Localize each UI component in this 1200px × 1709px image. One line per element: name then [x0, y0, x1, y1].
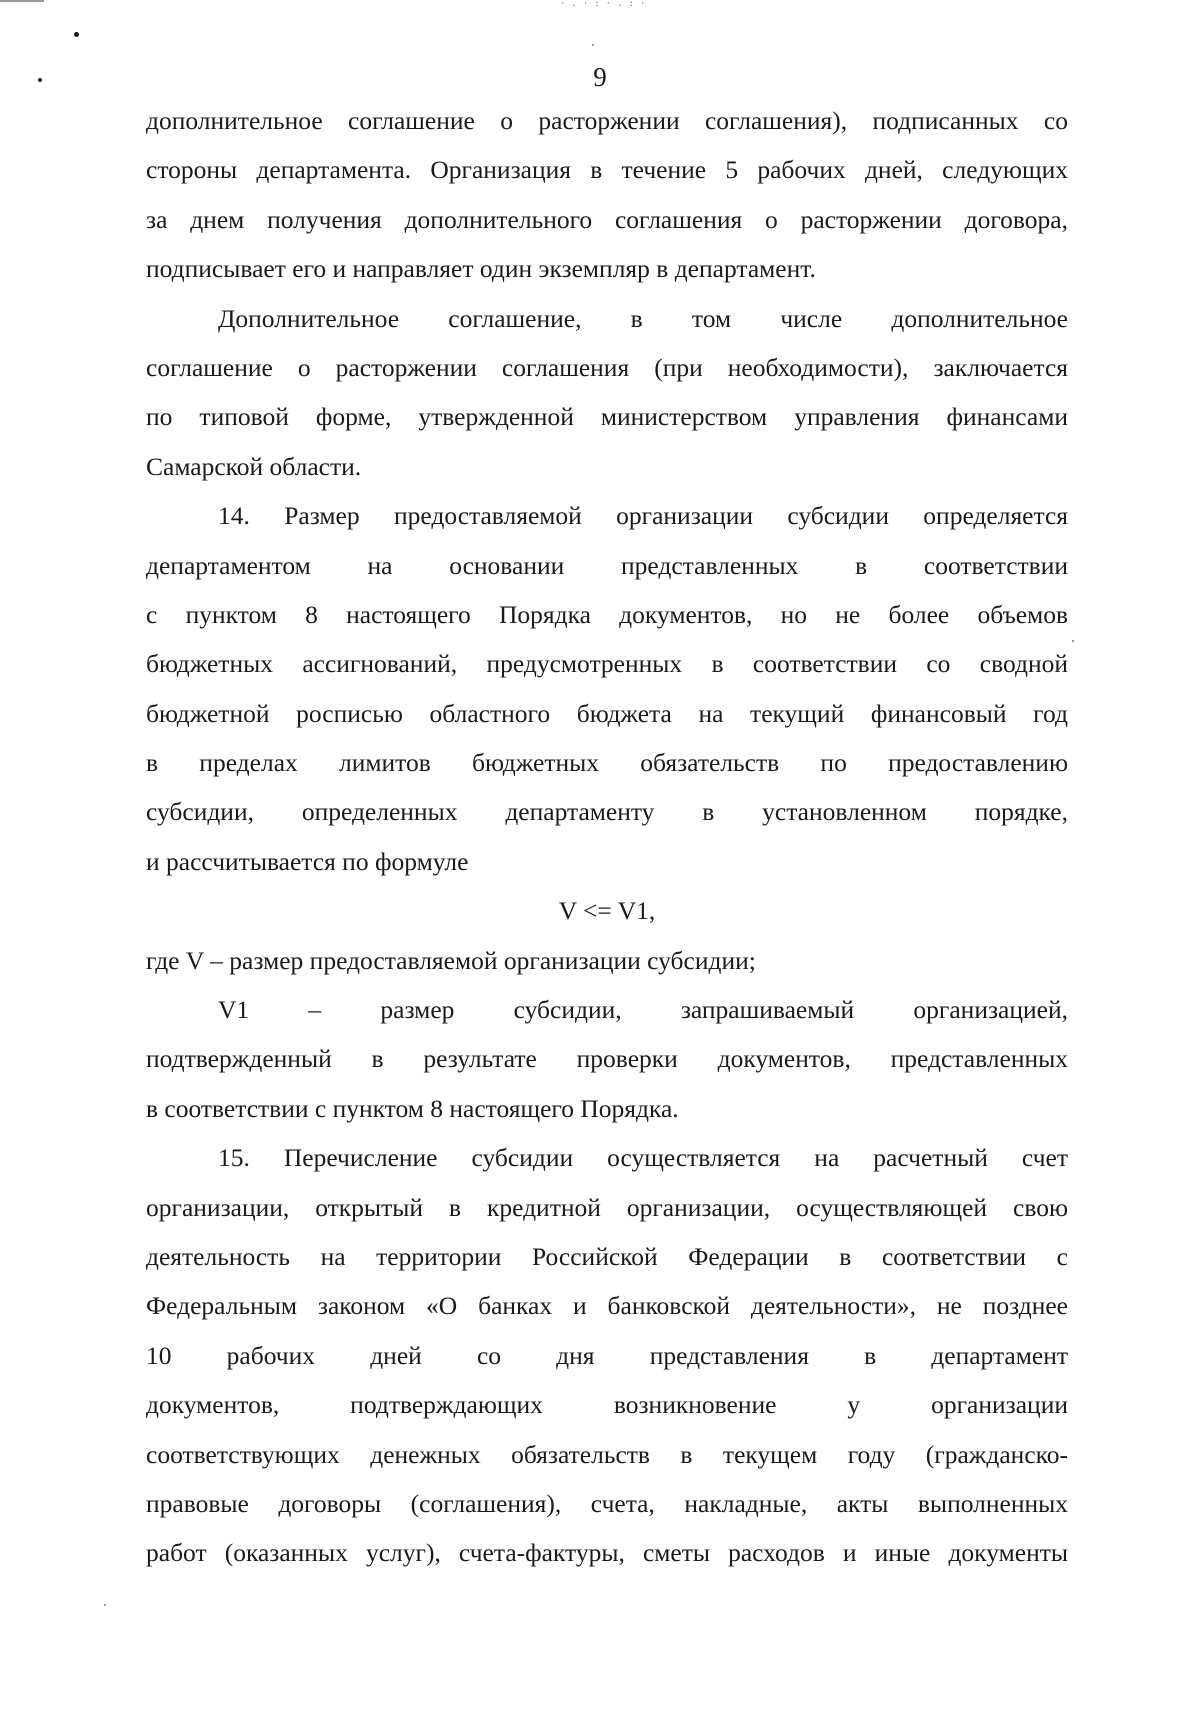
text-line: департаментом на основании представленных в соответствии [146, 550, 1068, 580]
text-line: с пунктом 8 настоящего Порядка документов, но не более объемов [146, 599, 1068, 629]
page-number: 9 [593, 62, 607, 92]
text-line: документов, подтверждающих возникновение у организации [146, 1390, 1068, 1420]
text-line: в соответствии с пунктом 8 настоящего Порядка. [146, 1093, 679, 1123]
text-line: и рассчитывается по формуле [146, 846, 469, 876]
text-line: бюджетной росписью областного бюджета на текущий финансовый год [146, 698, 1068, 728]
scan-edge-line [0, 0, 44, 2]
text-line: правовые договоры (соглашения), счета, накладные, акты выполненных [146, 1488, 1068, 1518]
scan-speck [104, 1604, 106, 1606]
text-line: 10 рабочих дней со дня представления в департамент [146, 1340, 1068, 1370]
text-line: Федеральным законом «О банках и банковской деятельности», не позднее [146, 1291, 1068, 1321]
text-line: в пределах лимитов бюджетных обязательств по предоставлению [146, 748, 1068, 778]
text-line: дополнительное соглашение о расторжении соглашения), подписанных со [146, 106, 1068, 135]
text-line: бюджетных ассигнований, предусмотренных в соответствии со сводной [146, 649, 1068, 679]
text-line: субсидии, определенных департаменту в установленном порядке, [146, 797, 1068, 827]
text-line: подписывает его и направляет один экземпляр в департамент. [146, 254, 816, 284]
text-line: работ (оказанных услуг), счета-фактуры, сметы расходов и иные документы [146, 1538, 1068, 1568]
formula: V <= V1, [558, 896, 656, 926]
text-line: подтвержденный в результате проверки документов, представленных [146, 1044, 1068, 1074]
text-line: V1 – размер субсидии, запрашиваемый организацией, [218, 995, 1068, 1025]
text-line: Самарской области. [146, 451, 362, 481]
text-line: где V – размер предоставляемой организации субсидии; [146, 945, 756, 975]
text-line: соглашение о расторжении соглашения (при необходимости), заключается [146, 352, 1068, 382]
scan-speck [592, 44, 594, 46]
text-line: за днем получения дополнительного соглашения о расторжении договора, [146, 204, 1068, 234]
text-line: по типовой форме, утвержденной министерством управления финансами [146, 402, 1068, 432]
scan-speck [74, 32, 79, 37]
scan-noise: ·.·:·.:· [560, 0, 652, 9]
text-line: деятельность на территории Российской Федерации в соответствии с [146, 1241, 1068, 1271]
scan-speck [1072, 640, 1074, 642]
text-line: Дополнительное соглашение, в том числе дополнительное [218, 303, 1068, 333]
text-line: соответствующих денежных обязательств в текущем году (гражданско- [146, 1439, 1068, 1469]
text-line: стороны департамента. Организация в течение 5 рабочих дней, следующих [146, 155, 1068, 185]
text-line: 15. Перечисление субсидии осуществляется на расчетный счет [218, 1143, 1068, 1173]
text-line: 14. Размер предоставляемой организации субсидии определяется [218, 501, 1068, 531]
text-line: организации, открытый в кредитной организации, осуществляющей свою [146, 1192, 1068, 1222]
document-body [146, 96, 1068, 1578]
